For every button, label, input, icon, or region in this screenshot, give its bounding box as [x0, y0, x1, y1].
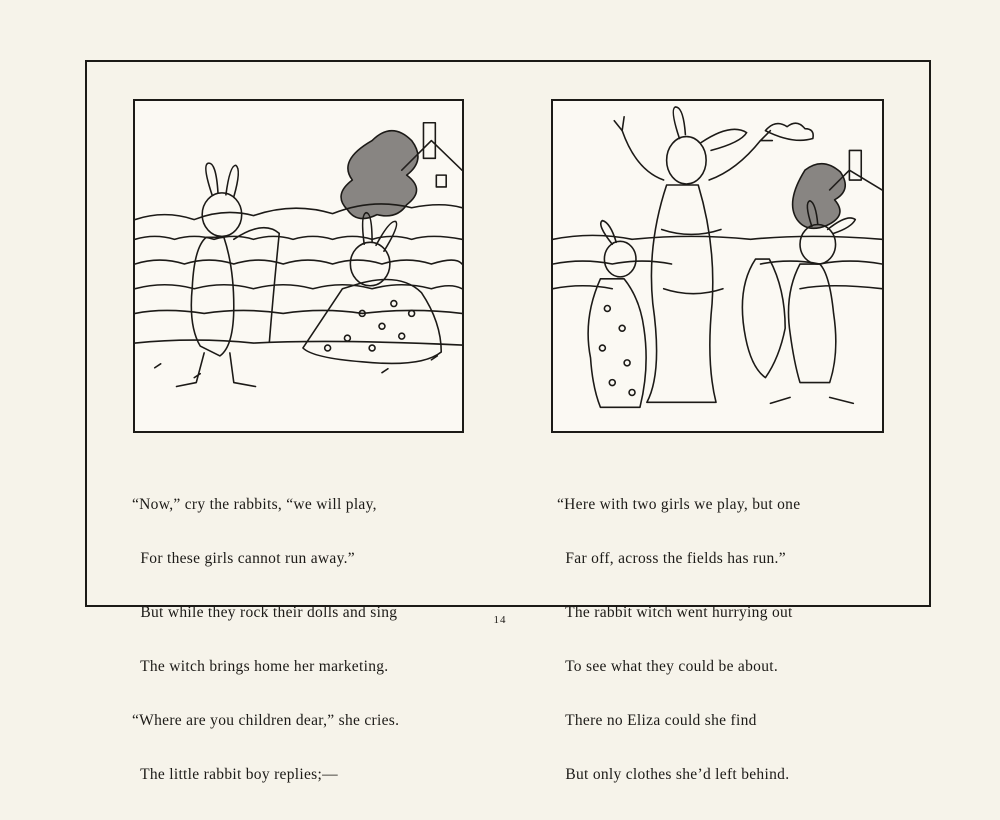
left-illustration [133, 99, 464, 433]
verse-line: The little rabbit boy replies;— [132, 766, 338, 783]
verse-line: For these girls cannot run away.” [132, 550, 355, 567]
right-illustration [551, 99, 884, 433]
verse-line: The rabbit witch went hurrying out [557, 604, 793, 621]
rabbits-with-dolls-illustration-icon [135, 101, 462, 431]
verse-line: Far off, across the fields has run.” [557, 550, 786, 567]
verse-line: “Here with two girls we play, but one [557, 496, 801, 513]
verse-line: There no Eliza could she find [557, 712, 757, 729]
verse-line: “Where are you children dear,” she cries. [132, 712, 400, 729]
verse-line: But while they rock their dolls and sing [132, 604, 398, 621]
rabbit-witch-illustration-icon [553, 101, 882, 431]
verse-line: The witch brings home her marketing. [132, 658, 389, 675]
right-verse [557, 460, 800, 820]
verse-line: But only clothes she’d left behind. [557, 766, 790, 783]
verse-line: “Now,” cry the rabbits, “we will play, [132, 496, 377, 513]
verse-line: To see what they could be about. [557, 658, 779, 675]
page-number: 14 [493, 614, 507, 626]
left-verse [132, 460, 399, 820]
